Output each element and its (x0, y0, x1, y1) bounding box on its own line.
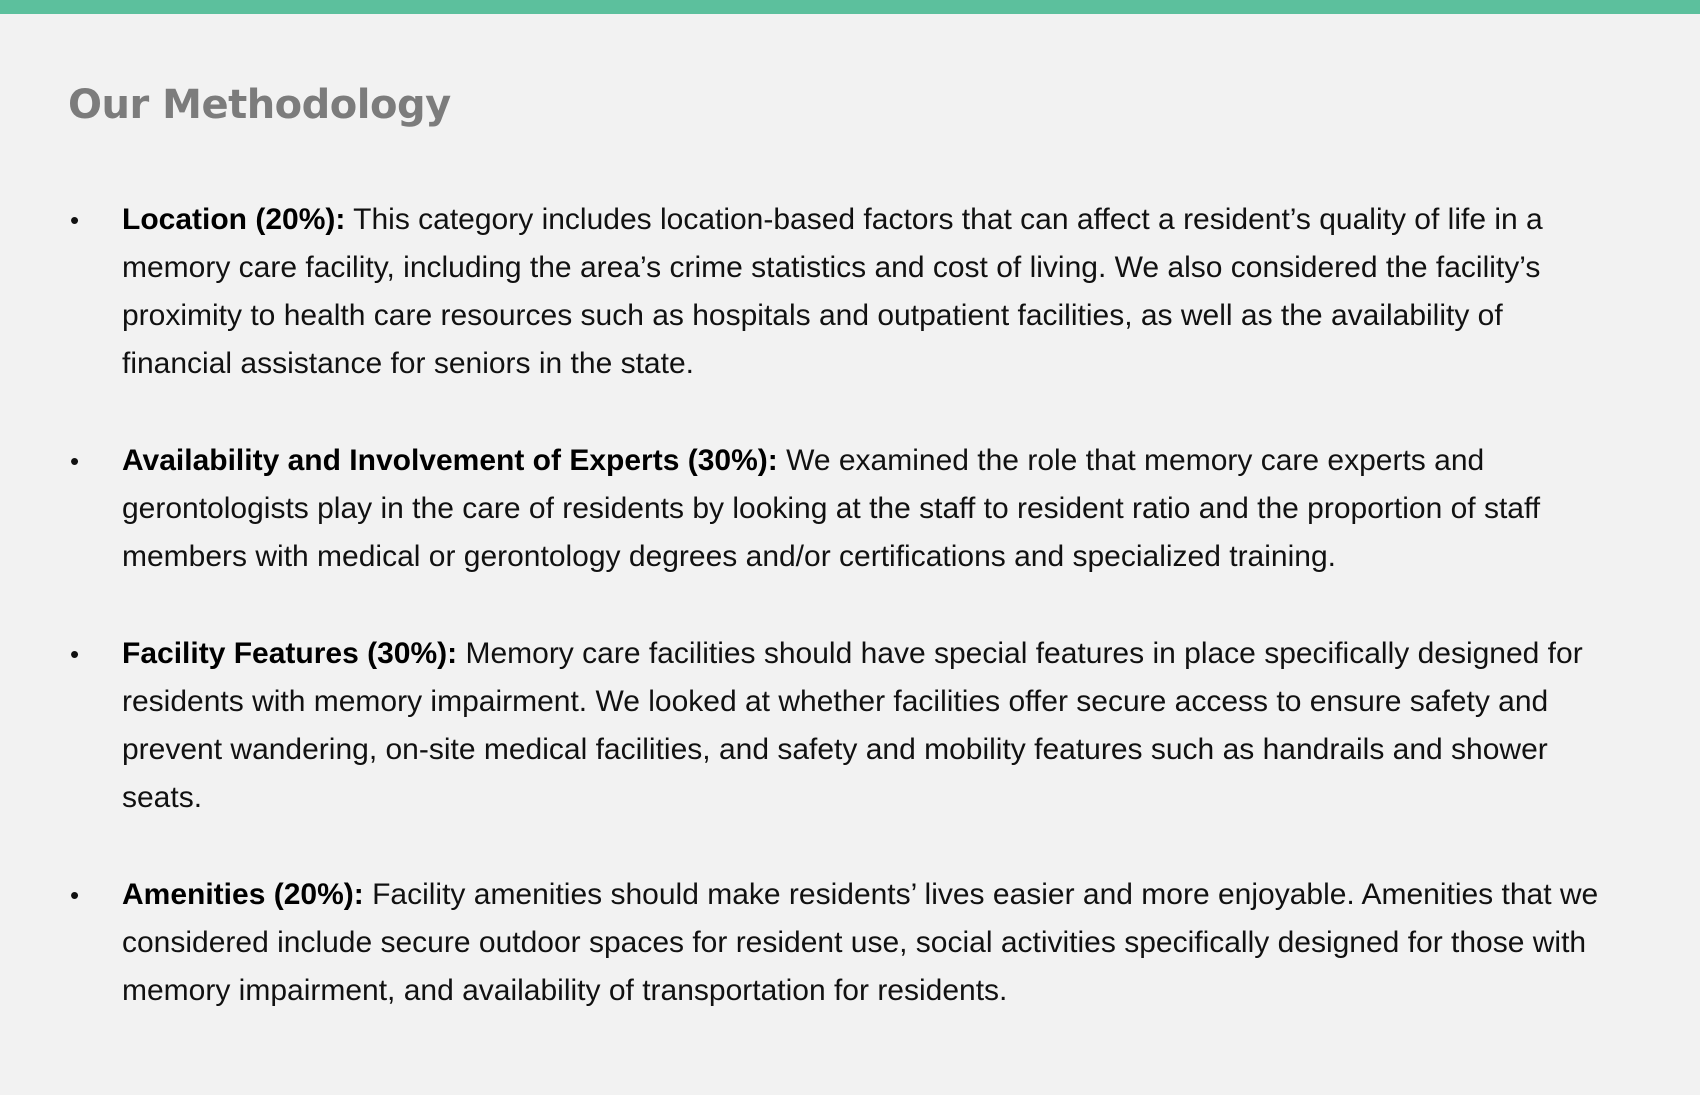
item-heading: Location (20%): (122, 203, 346, 236)
item-heading: Amenities (20%): (122, 878, 364, 911)
list-item-facility-features (0, 630, 1700, 822)
item-description: Facility amenities should make residents’ lives easier and more enjoyable. Amenities that we considered include secure outdoor spaces for resident use, social activities specifically designed for those with memory impairment, and availability of transportation for residents. (122, 878, 1599, 1007)
top-accent-bar (0, 0, 1700, 14)
list-item-amenities (0, 871, 1700, 1015)
page-title: Our Methodology (68, 82, 451, 128)
item-description: Memory care facilities should have special features in place specifically designed for residents with memory impairment. We looked at whether facilities offer secure access to ensure safety and prevent wandering, on-site medical facilities, and safety and mobility features such as handrails and shower seats. (122, 637, 1583, 814)
list-item-location (0, 196, 1700, 388)
methodology-list (0, 196, 1700, 1064)
list-item-experts (0, 437, 1700, 581)
item-heading: Facility Features (30%): (122, 637, 458, 670)
bullet-icon: • (70, 446, 80, 476)
bullet-icon: • (70, 639, 80, 669)
bullet-icon: • (70, 205, 80, 235)
item-heading: Availability and Involvement of Experts (30%): (122, 444, 778, 477)
bullet-icon: • (70, 880, 80, 910)
item-description: We examined the role that memory care experts and gerontologists play in the care of residents by looking at the staff to resident ratio and the proportion of staff members with medical or gerontology degrees and/or certifications and specialized training. (122, 444, 1541, 573)
item-description: This category includes location-based factors that can affect a resident’s quality of life in a memory care facility, including the area’s crime statistics and cost of living. We also considered the facility’s proximity to health care resources such as hospitals and outpatient facilities, as well as the availability of financial assistance for seniors in the state. (122, 203, 1543, 380)
